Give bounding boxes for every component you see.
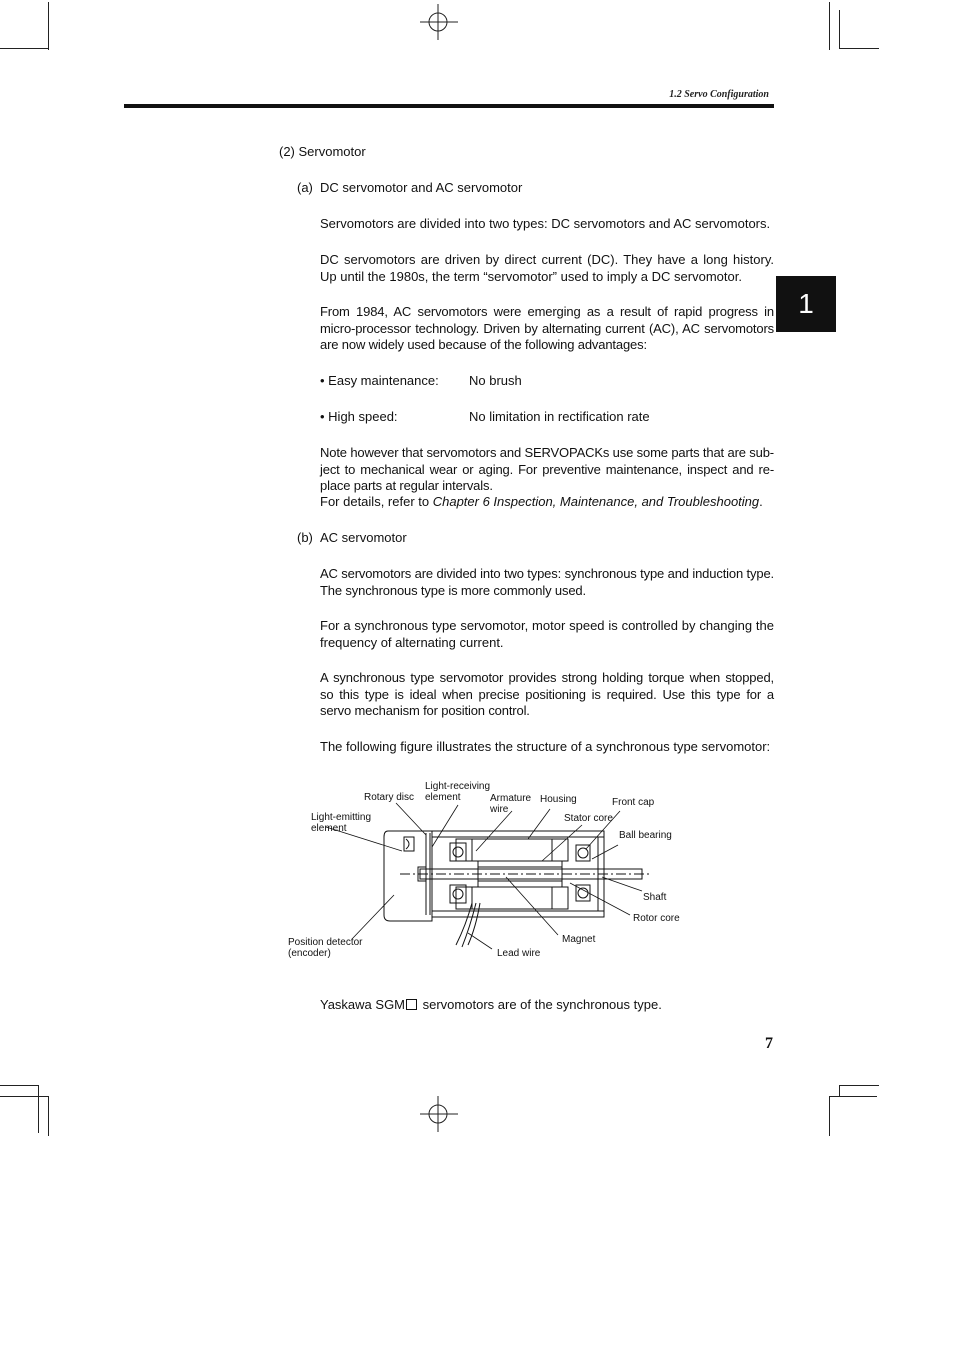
paragraph: The following figure illustrates the structure of a synchronous type servomotor: — [320, 739, 771, 754]
crop-mark — [829, 1096, 830, 1136]
label-light-receiving — [425, 781, 490, 803]
label-lead-wire: Lead wire — [497, 948, 541, 959]
subsection-b-marker: (b) — [297, 530, 313, 545]
label-position-detector — [288, 937, 363, 959]
label-line: element — [311, 823, 347, 834]
subsection-a-title: DC servomotor and AC servomotor — [320, 180, 523, 195]
bullet-value: No brush — [469, 373, 522, 388]
crop-mark — [839, 48, 879, 49]
closing-prefix: Yaskawa SGM — [320, 997, 406, 1012]
crop-mark — [38, 1085, 39, 1133]
page-number: 7 — [765, 1035, 773, 1052]
label-line: wire — [490, 804, 509, 815]
label-ball-bearing: Ball bearing — [619, 830, 672, 841]
label-rotary-disc: Rotary disc — [364, 792, 415, 803]
crop-mark — [48, 1096, 49, 1136]
paragraph: AC servomotors are divided into two types: synchronous type and induction type. The synchronous type is more commonly used. — [320, 566, 774, 598]
reference-paragraph — [320, 494, 774, 511]
bullet-label: • High speed: — [320, 409, 398, 424]
bullet-label: • Easy maintenance: — [320, 373, 439, 388]
registration-target-bottom — [420, 1096, 460, 1132]
crop-mark — [48, 2, 49, 50]
label-line: Light-emitting — [311, 812, 372, 823]
reference-prefix: For details, refer to — [320, 494, 433, 509]
label-rotor-core: Rotor core — [633, 913, 680, 924]
bullet-value: No limitation in rectification rate — [469, 409, 650, 424]
paragraph: For a synchronous type servomotor, motor speed is controlled by changing the frequency of alternating current. — [320, 618, 774, 650]
placeholder-box-icon — [406, 999, 417, 1010]
running-header: 1.2 Servo Configuration — [669, 89, 769, 100]
reference-suffix: . — [759, 494, 763, 509]
crop-mark — [839, 1085, 879, 1086]
crop-mark — [839, 10, 840, 48]
label-line: Position detector — [288, 937, 363, 948]
crop-mark — [0, 48, 48, 49]
paragraph: From 1984, AC servomotors were emerging as a result of rapid progress in micro-processor technology. Driven by alternating current (AC), AC servomotors are now widely used because of the following advantages: — [320, 304, 774, 353]
crop-mark — [839, 1085, 840, 1096]
label-magnet: Magnet — [562, 934, 596, 945]
paragraph: Note however that servomotors and SERVOPACKs use some parts that are sub-ject to mechanical wear or aging. For preventive maintenance, inspect and re-place parts at regular intervals. — [320, 445, 774, 494]
crop-mark — [829, 1096, 877, 1097]
label-line: (encoder) — [288, 948, 331, 959]
header-rule — [124, 104, 774, 108]
label-stator-core: Stator core — [564, 813, 613, 824]
chapter-reference-link[interactable]: Chapter 6 Inspection, Maintenance, and Troubleshooting — [432, 494, 760, 509]
crop-mark — [0, 1085, 38, 1086]
registration-target-top — [420, 4, 460, 40]
label-light-emitting — [311, 812, 371, 834]
paragraph: A synchronous type servomotor provides strong holding torque when stopped, so this type is ideal when precise positioning is required. Use this type for a servo mechanism for position control. — [320, 670, 774, 719]
closing-suffix: servomotors are of the synchronous type. — [419, 997, 662, 1012]
paragraph: Servomotors are divided into two types: DC servomotors and AC servomotors. — [320, 216, 771, 231]
closing-sentence — [320, 997, 662, 1014]
subsection-a-marker: (a) — [297, 180, 313, 195]
crop-mark — [0, 1096, 48, 1097]
chapter-tab[interactable]: 1 — [776, 276, 836, 332]
label-line: element — [425, 792, 461, 803]
label-line: Armature — [490, 793, 532, 804]
section-heading: (2) Servomotor — [279, 144, 366, 159]
label-front-cap: Front cap — [612, 797, 655, 808]
paragraph: DC servomotors are driven by direct current (DC). They have a long history. Up until the 1980s, the term “servomotor” used to imply a DC servomotor. — [320, 252, 774, 284]
label-shaft: Shaft — [643, 892, 667, 903]
label-housing: Housing — [540, 794, 577, 805]
subsection-b-title: AC servomotor — [320, 530, 407, 545]
label-armature-wire — [490, 793, 531, 815]
label-line: Light-receiving — [425, 781, 491, 792]
crop-mark — [829, 2, 830, 50]
